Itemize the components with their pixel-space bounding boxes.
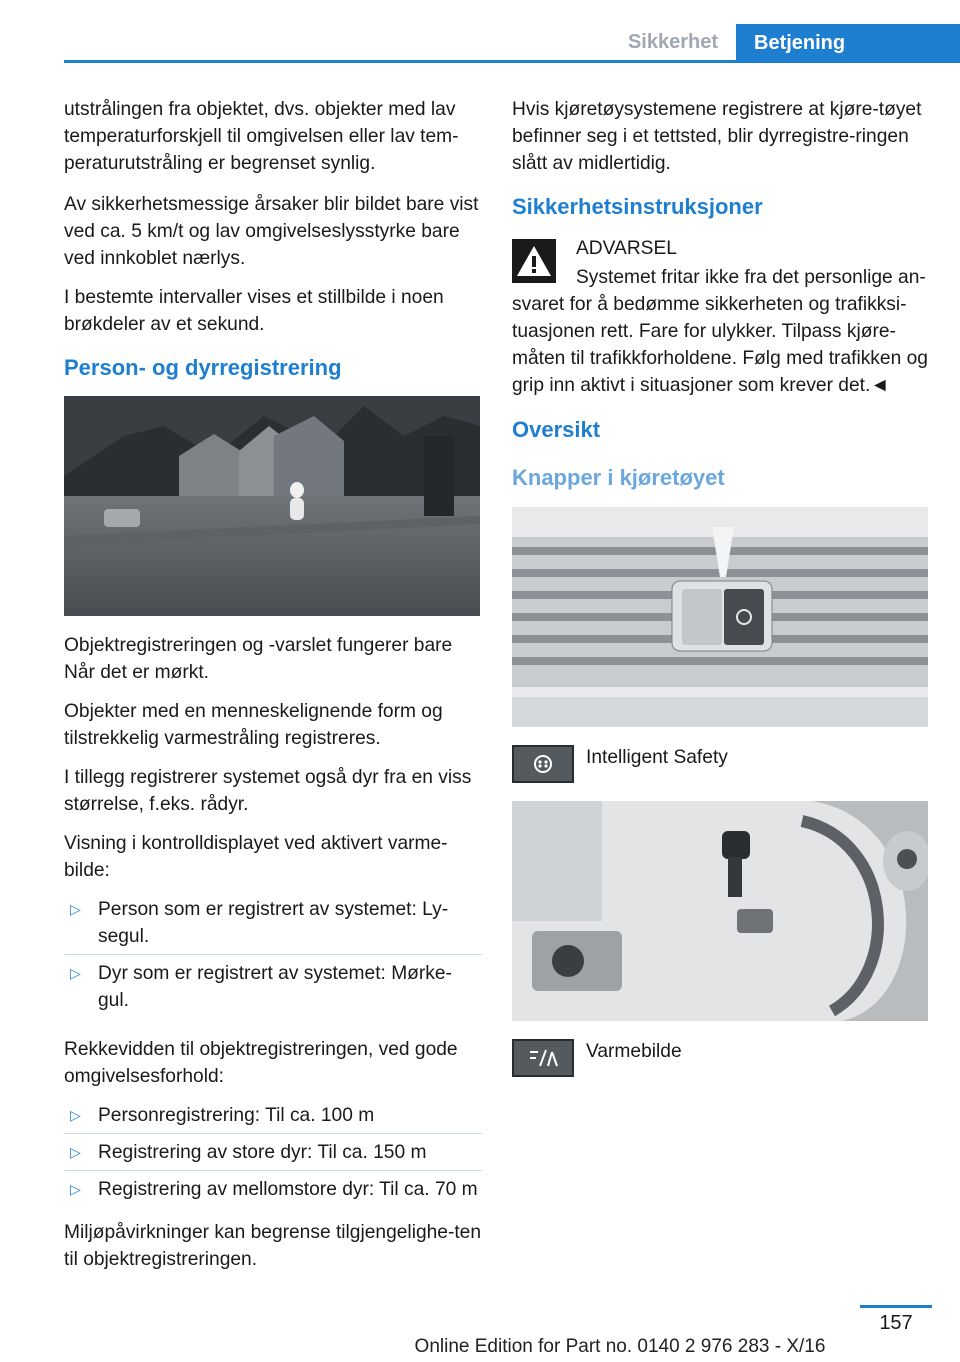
list-item: ▷ Dyr som er registrert av systemet: Mørke‐gul. bbox=[64, 960, 482, 1018]
section-heading-person-animal: Person- og dyrregistrering bbox=[64, 355, 342, 380]
paragraph: I tillegg registrerer systemet også dyr fra en viss størrelse, f.eks. rådyr. bbox=[64, 767, 472, 815]
intelligent-safety-row bbox=[512, 745, 932, 783]
intelligent-safety-icon bbox=[532, 753, 554, 775]
vent-button-illustration bbox=[512, 507, 928, 727]
page-number: 157 bbox=[879, 1312, 913, 1334]
left-column bbox=[64, 96, 482, 1285]
triangle-bullet-icon: ▷ bbox=[70, 901, 81, 917]
icon-label: Intelligent Safety bbox=[586, 747, 728, 768]
triangle-bullet-icon: ▷ bbox=[70, 1107, 81, 1123]
footer-rule bbox=[860, 1305, 932, 1308]
icon-label: Varmebilde bbox=[586, 1041, 682, 1062]
thermal-image-row bbox=[512, 1039, 932, 1077]
thermal-image bbox=[64, 396, 480, 616]
button-photo bbox=[512, 507, 928, 727]
paragraph: Objekter med en menneskelignende form og tilstrekkelig varmestråling registreres. bbox=[64, 701, 443, 749]
warning-triangle-icon bbox=[512, 239, 556, 283]
paragraph: I bestemte intervaller vises et stillbilde i noen brøkdeler av et sekund. bbox=[64, 287, 444, 335]
thermal-image-button[interactable] bbox=[512, 1039, 574, 1077]
highlight-list bbox=[64, 896, 482, 1018]
triangle-bullet-icon: ▷ bbox=[70, 965, 81, 981]
paragraph: Objektregistreringen og -varslet fungerer bare Når det er mørkt. bbox=[64, 635, 453, 683]
triangle-bullet-icon: ▷ bbox=[70, 1181, 81, 1197]
list-item: ▷ Registrering av mellomstore dyr: Til ca. 70 m bbox=[64, 1176, 482, 1207]
paragraph: utstrålingen fra objektet, dvs. objekter med lav temperaturforskjell til omgivelsen eller lav tem‐peraturutstråling er begrenset synlig. bbox=[64, 99, 459, 174]
list-item: ▷ Registrering av store dyr: Til ca. 150 m bbox=[64, 1139, 482, 1171]
warning-block bbox=[512, 235, 932, 399]
dashboard-photo bbox=[512, 801, 928, 1021]
intelligent-safety-button[interactable] bbox=[512, 745, 574, 783]
right-column bbox=[512, 96, 932, 1095]
section-heading-safety: Sikkerhetsinstruksjoner bbox=[512, 194, 763, 219]
warning-text: Systemet fritar ikke fra det personlige an‐svaret for å bedømme sikkerheten og trafikksi‐tuasjonen rett. Fare for ulykker. Tilpass kjøre‐måten til trafikkforholdene. Følg med trafikken og grip inn aktivt i situasjoner som krever det.◄ bbox=[512, 267, 928, 396]
warning-title: ADVARSEL bbox=[576, 238, 677, 259]
paragraph: Rekkevidden til objektregistreringen, ved gode omgivelsesforhold: bbox=[64, 1039, 458, 1087]
range-list bbox=[64, 1102, 482, 1207]
list-item: ▷ Personregistrering: Til ca. 100 m bbox=[64, 1102, 482, 1134]
subheading-buttons: Knapper i kjøretøyet bbox=[512, 465, 725, 490]
night-vision-icon bbox=[526, 1048, 560, 1068]
edition-text: Online Edition for Part no. 0140 2 976 283 - X/16 bbox=[414, 1336, 826, 1357]
paragraph: Av sikkerhetsmessige årsaker blir bildet bare vist ved ca. 5 km/t og lav omgivelseslysstyrke bare ved innkoblet nærlys. bbox=[64, 194, 479, 269]
dashboard-illustration bbox=[512, 801, 928, 1021]
section-heading-overview: Oversikt bbox=[512, 417, 601, 442]
paragraph: Miljøpåvirkninger kan begrense tilgjengelighe‐ten til objektregistreringen. bbox=[64, 1222, 482, 1270]
triangle-bullet-icon: ▷ bbox=[70, 1144, 81, 1160]
thermal-scene-illustration bbox=[64, 396, 480, 616]
tab-safety[interactable]: Sikkerhet bbox=[627, 31, 719, 53]
paragraph: Hvis kjøretøysystemene registrere at kjøre‐tøyet befinner seg i et tettsted, blir dyrregistre‐ringen slått av midlertidig. bbox=[512, 99, 922, 174]
list-item: ▷ Person som er registrert av systemet: Ly‐segul. bbox=[64, 896, 482, 955]
paragraph: Visning i kontrolldisplayet ved aktivert varme‐bilde: bbox=[64, 833, 448, 881]
tab-operation[interactable]: Betjening bbox=[736, 24, 960, 63]
